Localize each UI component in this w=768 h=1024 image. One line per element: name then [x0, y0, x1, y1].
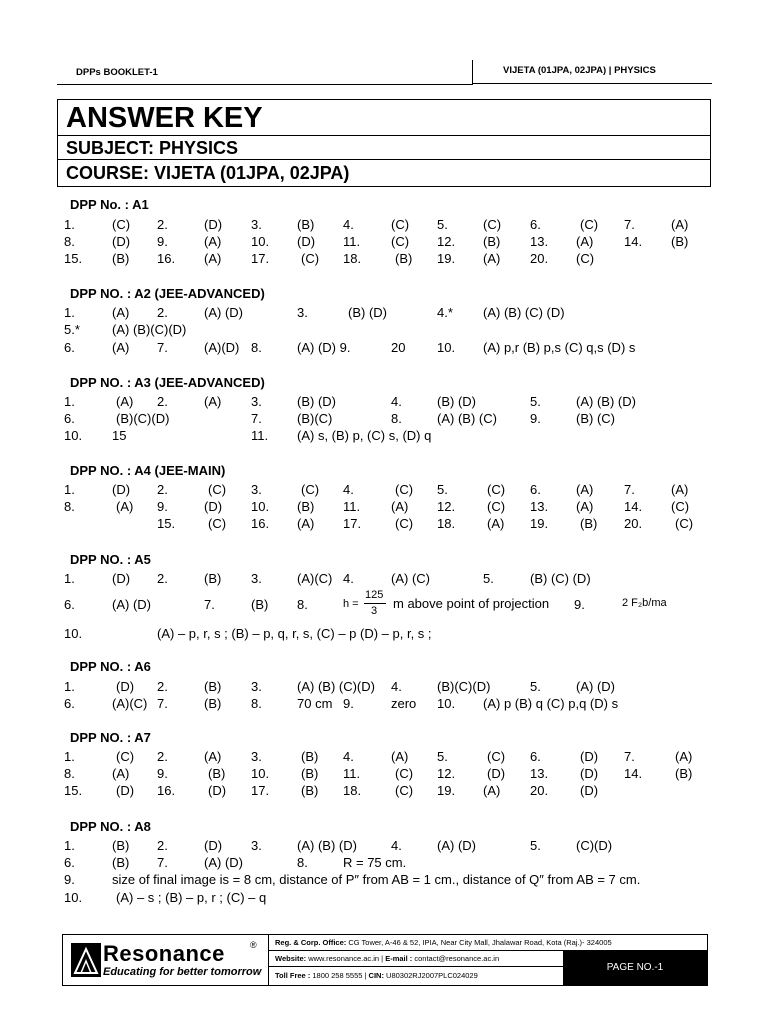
answer-cell-a7: (B) — [208, 766, 226, 781]
answer-cell-a3: (A) — [116, 394, 134, 409]
answer-cell-a4: 5. — [437, 482, 448, 497]
brand-name: Resonance — [103, 941, 225, 966]
reg-office-label: Reg. & Corp. Office: — [275, 938, 347, 947]
a5-q8-denominator: 3 — [371, 605, 378, 617]
answer-cell-a1: 2. — [157, 217, 168, 232]
answer-cell-a3: (B) (D) — [297, 394, 336, 409]
answer-cell-a1: (B) — [483, 234, 501, 249]
answer-cell-a8: (B) — [112, 855, 130, 870]
answer-cell-a8: (B) — [112, 838, 130, 853]
answer-cell-a3: (A) (B) (C) — [437, 411, 497, 426]
answer-cell-a6: 4. — [391, 679, 402, 694]
cin-label: CIN: — [368, 971, 384, 980]
answer-cell-a5: 7. — [204, 597, 215, 612]
answer-cell-a2: (A)(D) — [204, 340, 240, 355]
answer-cell-a7: 4. — [343, 749, 354, 764]
course-title: COURSE: VIJETA (01JPA, 02JPA) — [66, 163, 350, 183]
answer-cell-a3: 11. — [251, 428, 269, 443]
answer-cell-a1: (C) — [391, 234, 410, 249]
answer-cell-a4: 16. — [251, 516, 270, 531]
answer-cell-a4: 13. — [530, 499, 549, 514]
answer-cell-a4: (A) — [297, 516, 315, 531]
answer-cell-a5: 1. — [64, 571, 75, 586]
answer-cell-a2: 6. — [64, 340, 75, 355]
answer-cell-a4: 2. — [157, 482, 168, 497]
answer-cell-a7: (D) — [116, 783, 135, 798]
answer-cell-a7: (D) — [487, 766, 506, 781]
answer-cell-a2: (A) (B) (C) (D) — [483, 305, 565, 320]
answer-cell-a4: 1. — [64, 482, 75, 497]
answer-cell-a7: (C) — [395, 766, 414, 781]
answer-cell-a7: (A) — [391, 749, 409, 764]
answer-cell-a8: 9. — [64, 872, 75, 887]
answer-cell-a7: 14. — [624, 766, 643, 781]
answer-cell-a5: (A) – p, r, s ; (B) – p, q, r, s, (C) – p (D) – p, r, s ; — [157, 626, 432, 641]
answer-cell-a3: 5. — [530, 394, 541, 409]
answer-cell-a7: (B) — [301, 766, 319, 781]
answer-cell-a6: zero — [391, 696, 417, 711]
answer-cell-a4: 6. — [530, 482, 541, 497]
answer-cell-a8: (A) (D) — [437, 838, 476, 853]
answer-cell-a3: 6. — [64, 411, 75, 426]
answer-cell-a8: (A) (B) (D) — [297, 838, 357, 853]
answer-cell-a8: size of final image is = 8 cm, distance of P″ from AB = 1 cm., distance of Q″ from AB = 7 cm. — [112, 872, 641, 887]
answer-cell-a8: 5. — [530, 838, 541, 853]
answer-cell-a6: (A) p (B) q (C) p,q (D) s — [483, 696, 619, 711]
answer-cell-a1: (B) — [112, 251, 130, 266]
answer-cell-a4: 14. — [624, 499, 643, 514]
answer-cell-a8: 3. — [251, 838, 262, 853]
answer-cell-a8: 7. — [157, 855, 168, 870]
answer-cell-a2: 20 — [391, 340, 406, 355]
answer-cell-a3: (A) (B) (D) — [576, 394, 636, 409]
answer-cell-a2: (A) (B)(C)(D) — [112, 322, 187, 337]
dpp-a8-title: DPP NO. : A8 — [70, 819, 151, 834]
brand-tagline: Educating for better tomorrow — [103, 966, 262, 978]
answer-cell-a6: 2. — [157, 679, 168, 694]
answer-cell-a7: (A) — [112, 766, 130, 781]
answer-cell-a6: (D) — [116, 679, 135, 694]
answer-cell-a4: (C) — [208, 482, 227, 497]
answer-cell-a4: (C) — [487, 482, 506, 497]
answer-cell-a4: 18. — [437, 516, 456, 531]
answer-cell-a1: 15. — [64, 251, 83, 266]
answer-cell-a1: 7. — [624, 217, 635, 232]
answer-cell-a4: (C) — [395, 482, 414, 497]
answer-cell-a4: 11. — [343, 499, 361, 514]
answer-cell-a5: (B) — [204, 571, 222, 586]
answer-cell-a5: 4. — [343, 571, 354, 586]
answer-cell-a1: 14. — [624, 234, 643, 249]
answer-cell-a7: (D) — [580, 766, 599, 781]
answer-cell-a4: 3. — [251, 482, 262, 497]
answer-cell-a7: (D) — [580, 783, 599, 798]
answer-cell-a7: 6. — [530, 749, 541, 764]
answer-cell-a4: (A) — [116, 499, 134, 514]
answer-cell-a5: 10. — [64, 626, 83, 641]
a5-q8-h-label: h = — [343, 598, 359, 610]
answer-cell-a1: 20. — [530, 251, 549, 266]
answer-cell-a4: 19. — [530, 516, 549, 531]
answer-cell-a6: 9. — [343, 696, 354, 711]
answer-cell-a7: 16. — [157, 783, 176, 798]
answer-cell-a4: (C) — [671, 499, 690, 514]
answer-cell-a1: (A) — [204, 234, 222, 249]
answer-cell-a7: 8. — [64, 766, 75, 781]
answer-cell-a4: (C) — [675, 516, 694, 531]
answer-cell-a7: 11. — [343, 766, 361, 781]
answer-cell-a7: 19. — [437, 783, 456, 798]
answer-cell-a5: (B) — [251, 597, 269, 612]
title-box — [57, 99, 711, 187]
answer-cell-a5: (A) (D) — [112, 597, 151, 612]
answer-cell-a4: (A) — [576, 499, 594, 514]
answer-cell-a1: (A) — [204, 251, 222, 266]
answer-cell-a2: (A) — [112, 305, 130, 320]
answer-cell-a4: (D) — [112, 482, 131, 497]
answer-cell-a7: (A) — [204, 749, 222, 764]
contact-line — [269, 951, 563, 967]
answer-cell-a1: (C) — [112, 217, 131, 232]
answer-cell-a1: (D) — [112, 234, 131, 249]
answer-cell-a2: 3. — [297, 305, 308, 320]
a5-q8-fraction-bar — [364, 603, 386, 604]
answer-cell-a3: 8. — [391, 411, 402, 426]
answer-cell-a7: (A) — [675, 749, 693, 764]
resonance-logo-icon — [71, 943, 101, 977]
answer-cell-a7: 9. — [157, 766, 168, 781]
answer-cell-a4: (C) — [487, 499, 506, 514]
answer-cell-a2: 5.* — [64, 322, 80, 337]
answer-cell-a1: 4. — [343, 217, 354, 232]
answer-cell-a7: 12. — [437, 766, 456, 781]
answer-cell-a6: (B)(C)(D) — [437, 679, 491, 694]
answer-cell-a8: 1. — [64, 838, 75, 853]
answer-cell-a6: (A) (B) (C)(D) — [297, 679, 375, 694]
website-value: www.resonance.ac.in | — [306, 954, 386, 963]
answer-cell-a2: 7. — [157, 340, 168, 355]
answer-cell-a5: (A) (C) — [391, 571, 430, 586]
answer-cell-a3: (A) — [204, 394, 222, 409]
answer-cell-a1: 19. — [437, 251, 456, 266]
answer-cell-a8: (C)(D) — [576, 838, 613, 853]
answer-cell-a4: 7. — [624, 482, 635, 497]
answer-cell-a1: 6. — [530, 217, 541, 232]
answer-cell-a8: R = 75 cm. — [343, 855, 407, 870]
dpp-a2-title: DPP NO. : A2 (JEE-ADVANCED) — [70, 286, 265, 301]
answer-cell-a7: 13. — [530, 766, 549, 781]
answer-cell-a2: (B) (D) — [348, 305, 387, 320]
answer-cell-a1: (B) — [395, 251, 413, 266]
answer-cell-a3: 1. — [64, 394, 75, 409]
answer-cell-a1: (B) — [671, 234, 689, 249]
answer-cell-a4: (A) — [576, 482, 594, 497]
answer-cell-a5: 6. — [64, 597, 75, 612]
answer-cell-a4: (C) — [395, 516, 414, 531]
answer-cell-a4: 10. — [251, 499, 270, 514]
answer-cell-a3: (B)(C) — [297, 411, 333, 426]
page-number: PAGE NO.-1 — [563, 951, 707, 985]
answer-cell-a3: 2. — [157, 394, 168, 409]
tollfree-line — [269, 967, 563, 984]
answer-cell-a4: (D) — [204, 499, 223, 514]
email-label: E-mail : — [385, 954, 413, 963]
answer-cell-a7: (D) — [208, 783, 227, 798]
answer-cell-a1: 18. — [343, 251, 362, 266]
answer-cell-a4: (A) — [671, 482, 689, 497]
answer-cell-a3: 9. — [530, 411, 541, 426]
answer-cell-a5: 3. — [251, 571, 262, 586]
answer-cell-a2: 10. — [437, 340, 456, 355]
answer-cell-a7: 1. — [64, 749, 75, 764]
answer-cell-a4: 9. — [157, 499, 168, 514]
answer-cell-a2: 2. — [157, 305, 168, 320]
dpp-a5-title: DPP NO. : A5 — [70, 552, 151, 567]
website-label: Website: — [275, 954, 307, 963]
answer-key-title: ANSWER KEY — [58, 100, 710, 136]
answer-cell-a7: 17. — [251, 783, 270, 798]
answer-cell-a4: 12. — [437, 499, 456, 514]
answer-cell-a2: (A) (D) 9. — [297, 340, 351, 355]
answer-cell-a1: (D) — [204, 217, 223, 232]
registered-mark: ® — [250, 940, 257, 950]
answer-cell-a1: 9. — [157, 234, 168, 249]
answer-cell-a6: (B) — [204, 679, 222, 694]
answer-cell-a2: (A) p,r (B) p,s (C) q,s (D) s — [483, 340, 636, 355]
answer-cell-a7: (B) — [301, 749, 319, 764]
answer-cell-a1: (B) — [297, 217, 315, 232]
answer-cell-a8: 10. — [64, 890, 83, 905]
answer-cell-a2: 8. — [251, 340, 262, 355]
answer-cell-a7: 10. — [251, 766, 270, 781]
answer-cell-a3: 3. — [251, 394, 262, 409]
footer — [62, 934, 708, 986]
answer-cell-a6: 3. — [251, 679, 262, 694]
answer-cell-a6: 10. — [437, 696, 456, 711]
answer-cell-a6: 1. — [64, 679, 75, 694]
dpp-a1-title: DPP No. : A1 — [70, 197, 149, 212]
answer-cell-a8: 2. — [157, 838, 168, 853]
answer-cell-a6: (A)(C) — [112, 696, 148, 711]
answer-cell-a4: (C) — [208, 516, 227, 531]
answer-cell-a5: (B) (C) (D) — [530, 571, 591, 586]
answer-cell-a5: 5. — [483, 571, 494, 586]
answer-cell-a6: 7. — [157, 696, 168, 711]
tollfree-label: Toll Free : — [275, 971, 311, 980]
subject-title: SUBJECT: PHYSICS — [58, 136, 710, 160]
answer-cell-a5: (D) — [112, 571, 131, 586]
answer-cell-a1: (C) — [576, 251, 595, 266]
answer-cell-a6: (A) (D) — [576, 679, 615, 694]
answer-cell-a7: 15. — [64, 783, 83, 798]
answer-cell-a8: 8. — [297, 855, 308, 870]
answer-cell-a8: (A) – s ; (B) – p, r ; (C) – q — [116, 890, 267, 905]
answer-cell-a1: (A) — [576, 234, 594, 249]
answer-cell-a8: 4. — [391, 838, 402, 853]
answer-cell-a7: 18. — [343, 783, 362, 798]
dpp-a3-title: DPP NO. : A3 (JEE-ADVANCED) — [70, 375, 265, 390]
answer-cell-a8: (D) — [204, 838, 223, 853]
reg-office-address: CG Tower, A-46 & 52, IPIA, Near City Mall, Jhalawar Road, Kota (Raj.)- 324005 — [346, 938, 612, 947]
answer-cell-a1: 10. — [251, 234, 270, 249]
answer-cell-a1: (C) — [483, 217, 502, 232]
answer-cell-a3: (B)(C)(D) — [116, 411, 170, 426]
answer-cell-a2: (A) (D) — [204, 305, 243, 320]
answer-cell-a4: 17. — [343, 516, 362, 531]
booklet-label: DPPs BOOKLET-1 — [76, 67, 158, 78]
answer-cell-a1: 8. — [64, 234, 75, 249]
answer-cell-a5: 8. — [297, 597, 308, 612]
answer-cell-a7: (D) — [580, 749, 599, 764]
answer-cell-a4: 4. — [343, 482, 354, 497]
answer-cell-a7: (B) — [675, 766, 693, 781]
answer-cell-a4: (B) — [580, 516, 598, 531]
answer-cell-a5: 9. — [574, 597, 585, 612]
answer-cell-a4: (B) — [297, 499, 315, 514]
answer-cell-a6: 5. — [530, 679, 541, 694]
answer-cell-a4: 8. — [64, 499, 75, 514]
answer-cell-a4: (A) — [487, 516, 505, 531]
answer-cell-a1: (C) — [580, 217, 599, 232]
answer-cell-a7: (C) — [395, 783, 414, 798]
answer-cell-a1: 13. — [530, 234, 549, 249]
answer-cell-a3: (B) (D) — [437, 394, 476, 409]
answer-cell-a3: 10. — [64, 428, 83, 443]
a5-q8-tail: m above point of projection — [393, 596, 550, 611]
dpp-a4-title: DPP NO. : A4 (JEE-MAIN) — [70, 463, 226, 478]
answer-cell-a7: (A) — [483, 783, 501, 798]
answer-cell-a7: 2. — [157, 749, 168, 764]
answer-cell-a1: 5. — [437, 217, 448, 232]
answer-cell-a7: (C) — [116, 749, 135, 764]
answer-cell-a1: (C) — [391, 217, 410, 232]
answer-cell-a1: 16. — [157, 251, 176, 266]
answer-cell-a8: (A) (D) — [204, 855, 243, 870]
answer-cell-a1: 1. — [64, 217, 75, 232]
answer-cell-a1: (D) — [297, 234, 316, 249]
answer-cell-a5: (A)(C) — [297, 571, 333, 586]
answer-cell-a2: 4.* — [437, 305, 453, 320]
answer-cell-a3: 15 — [112, 428, 127, 443]
answer-cell-a7: 3. — [251, 749, 262, 764]
answer-cell-a4: 15. — [157, 516, 176, 531]
answer-cell-a7: (B) — [301, 783, 319, 798]
answer-cell-a8: 6. — [64, 855, 75, 870]
answer-cell-a6: 6. — [64, 696, 75, 711]
answer-cell-a6: 8. — [251, 696, 262, 711]
answer-cell-a1: 12. — [437, 234, 456, 249]
answer-cell-a3: (B) (C) — [576, 411, 615, 426]
a5-q8-numerator: 125 — [365, 589, 384, 601]
answer-cell-a7: 5. — [437, 749, 448, 764]
header-divider — [57, 84, 473, 85]
answer-cell-a2: 1. — [64, 305, 75, 320]
answer-cell-a1: 3. — [251, 217, 262, 232]
answer-cell-a3: 7. — [251, 411, 262, 426]
answer-cell-a7: 7. — [624, 749, 635, 764]
answer-cell-a3: 4. — [391, 394, 402, 409]
answer-cell-a4: (C) — [301, 482, 320, 497]
tollfree-value: 1800 258 5555 | — [310, 971, 369, 980]
answer-cell-a5: 2. — [157, 571, 168, 586]
resonance-logo — [63, 935, 269, 985]
answer-cell-a7: 20. — [530, 783, 549, 798]
answer-cell-a1: 11. — [343, 234, 361, 249]
a5-q9-answer: 2 F₂b/ma — [622, 597, 667, 609]
answer-cell-a1: 17. — [251, 251, 270, 266]
dpp-a7-title: DPP NO. : A7 — [70, 730, 151, 745]
email-value: contact@resonance.ac.in — [412, 954, 500, 963]
answer-cell-a1: (C) — [301, 251, 320, 266]
answer-cell-a1: (A) — [671, 217, 689, 232]
dpp-a6-title: DPP NO. : A6 — [70, 659, 151, 674]
answer-cell-a7: (C) — [487, 749, 506, 764]
answer-cell-a4: (A) — [391, 499, 409, 514]
answer-cell-a2: (A) — [112, 340, 130, 355]
course-subject-label: VIJETA (01JPA, 02JPA) | PHYSICS — [472, 60, 712, 84]
answer-cell-a1: (A) — [483, 251, 501, 266]
answer-cell-a6: (B) — [204, 696, 222, 711]
answer-cell-a6: 70 cm — [297, 696, 333, 711]
reg-office-line — [269, 935, 707, 951]
cin-value: U80302RJ2007PLC024029 — [383, 971, 478, 980]
answer-cell-a3: (A) s, (B) p, (C) s, (D) q — [297, 428, 432, 443]
answer-cell-a4: 20. — [624, 516, 643, 531]
